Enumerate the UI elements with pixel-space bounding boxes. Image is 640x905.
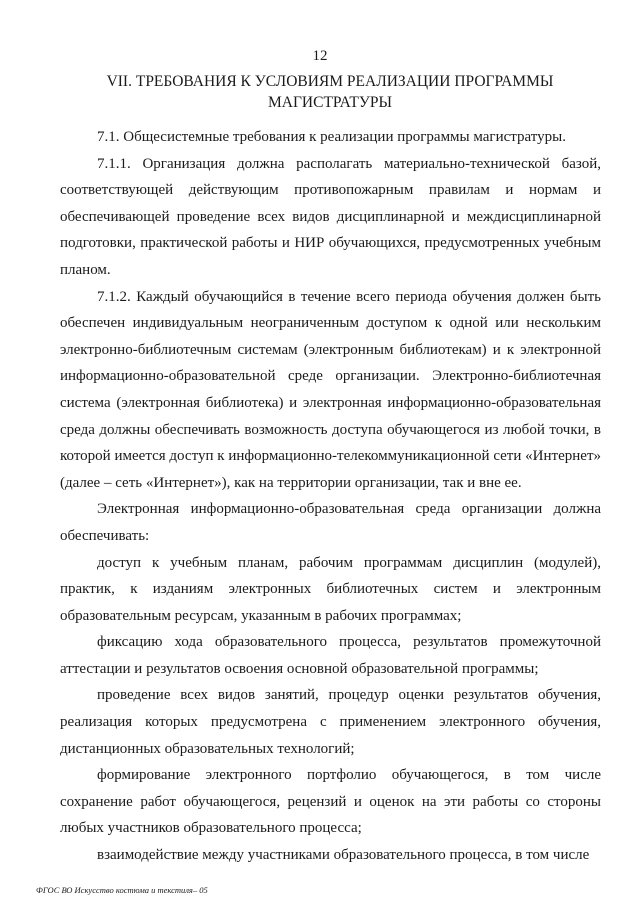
- paragraph-7-1-2: 7.1.2. Каждый обучающийся в течение всего периода обучения должен быть обеспечен индивидуальным неограниченным доступом к одной или нескольким электронно-библиотечным системам (электронным библиотекам) и к электронной информационно-образовательной среде организации. Электронно-библиотечная система (электронная библиотека) и электронная информационно-образовательная среда должны обеспечивать возможность доступа обучающегося из любой точки, в которой имеется доступ к информационно-телекоммуникационной сети «Интернет» (далее – сеть «Интернет»), как на территории организации, так и вне ее.: [60, 288, 601, 491]
- paragraph-7-1-1: 7.1.1. Организация должна располагать материально-технической базой, соответствующей действующим противопожарным правилам и нормам и обеспечивающей проведение всех видов дисциплинарной и междисциплинарной подготовки, практической работы и НИР обучающихся, предусмотренных учебным планом.: [60, 155, 601, 278]
- section-heading: VII. ТРЕБОВАНИЯ К УСЛОВИЯМ РЕАЛИЗАЦИИ ПРОГРАММЫ МАГИСТРАТУРЫ: [106, 73, 554, 111]
- list-item-classes: проведение всех видов занятий, процедур оценки результатов обучения, реализация которых предусмотрена с применением электронного обучения, дистанционных образовательных технологий;: [60, 687, 601, 757]
- paragraph-7-1: 7.1. Общесистемные требования к реализации программы магистратуры.: [97, 129, 566, 145]
- page-number: 12: [312, 48, 328, 64]
- page-footer: ФГОС ВО Искусство костюма и текстиля– 05: [36, 885, 208, 895]
- list-item-access: доступ к учебным планам, рабочим программам дисциплин (модулей), практик, к изданиям электронных библиотечных систем и электронным образовательным ресурсам, указанным в рабочих программах;: [60, 554, 601, 624]
- body-text: [60, 124, 601, 869]
- list-item-interaction: взаимодействие между участниками образовательного процесса, в том числе: [97, 847, 590, 864]
- paragraph-environment-intro: Электронная информационно-образовательная среда организации должна обеспечивать:: [60, 501, 601, 544]
- list-item-fixation: фиксацию хода образовательного процесса, результатов промежуточной аттестации и результатов освоения основной образовательной программы;: [60, 634, 601, 677]
- list-item-portfolio: формирование электронного портфолио обучающегося, в том числе сохранение работ обучающегося, рецензий и оценок на эти работы со стороны любых участников образовательного процесса;: [60, 767, 601, 837]
